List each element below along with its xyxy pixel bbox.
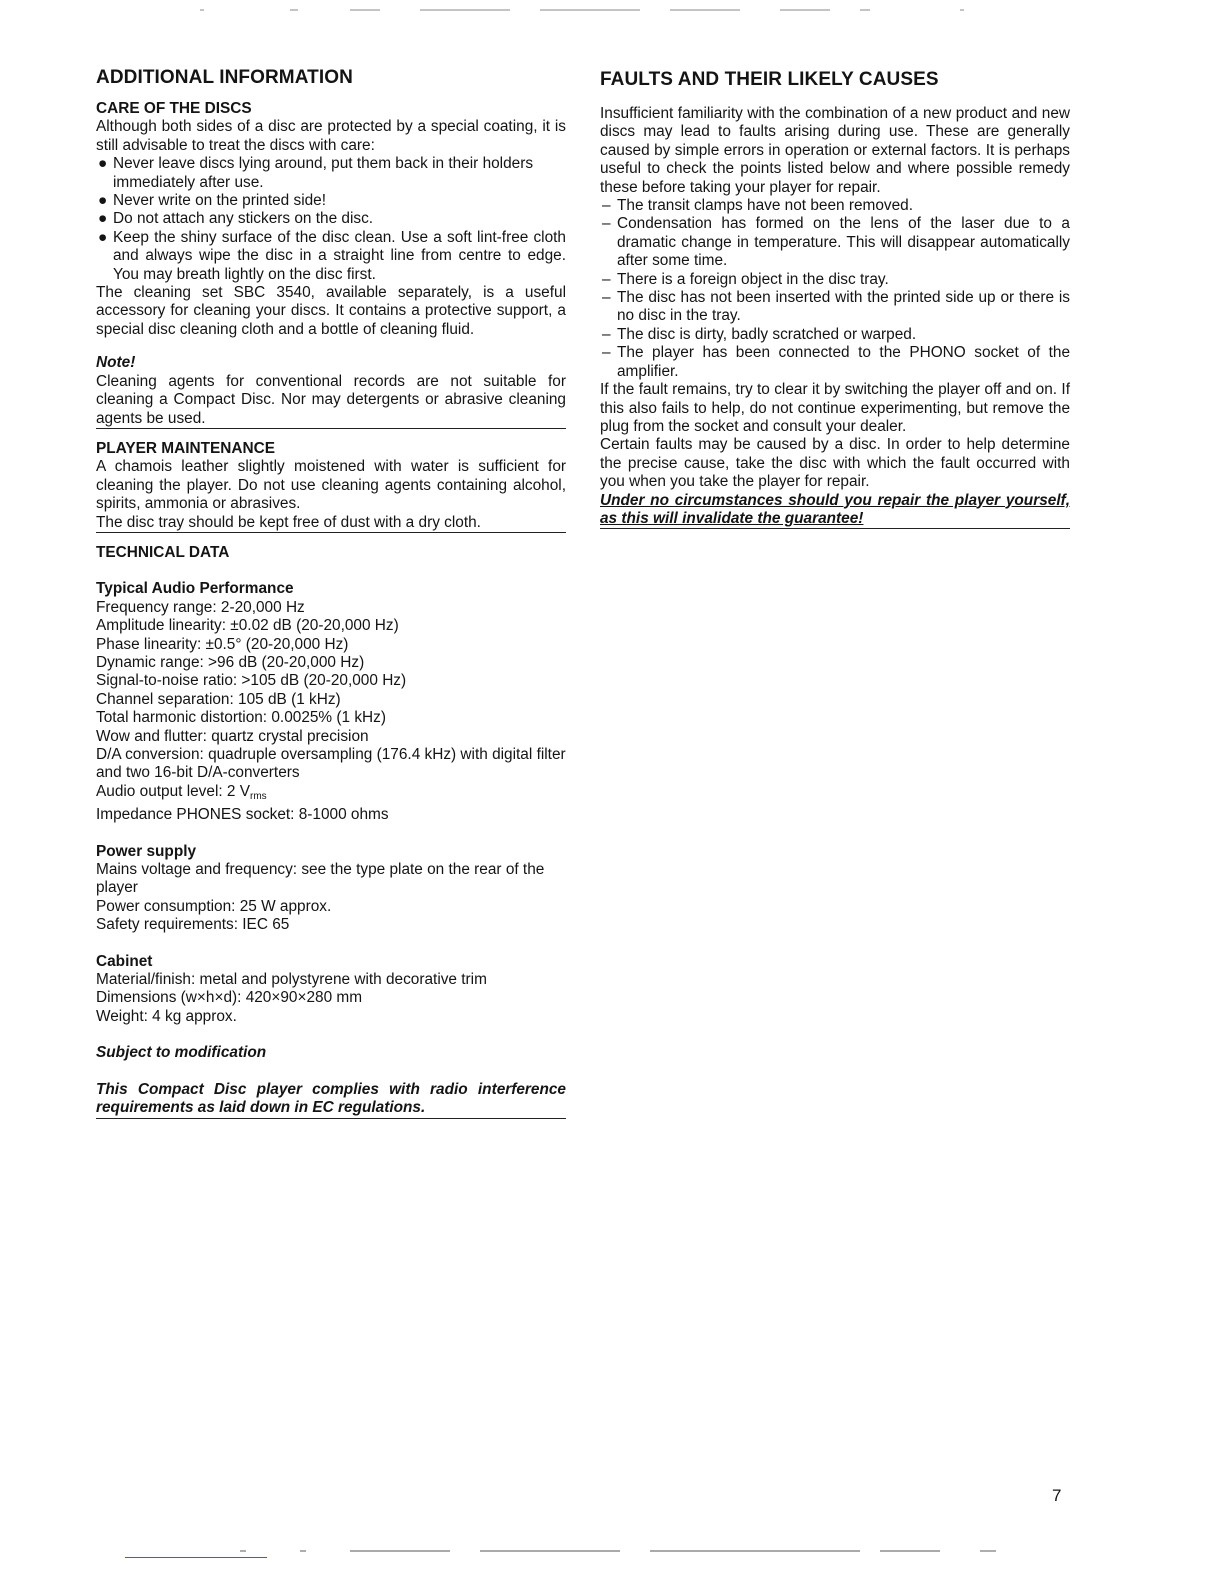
- dash-icon: –: [602, 344, 611, 362]
- remedy-text: If the fault remains, try to clear it by switching the player off and on. If this also fails to help, do not continue experimenting, but remove the plug from the socket and consult your dealer.: [600, 381, 1070, 435]
- list-item: – The disc is dirty, badly scratched or warped.: [602, 325, 917, 343]
- list-item: ● Never leave discs lying around, put them back in their holders immediately after use.: [98, 155, 534, 191]
- spec-line: Dynamic range: >96 dB (20-20,000 Hz): [96, 653, 365, 671]
- spec-line: Wow and flutter: quartz crystal precision: [96, 727, 369, 745]
- spec-line: Weight: 4 kg approx.: [96, 1007, 237, 1025]
- player-maintenance-heading: PLAYER MAINTENANCE: [96, 439, 276, 457]
- spec-line: D/A conversion: quadruple oversampling (176.4 kHz) with digital filter and two 16-bit D/A-converters: [96, 746, 566, 782]
- spec-line: Power consumption: 25 W approx.: [96, 897, 332, 915]
- cleaning-set-text: The cleaning set SBC 3540, available separately, is a useful accessory for cleaning your discs. It contains a protective support, a special disc cleaning cloth and a bottle of cleaning fluid.: [96, 284, 566, 338]
- section-divider: [600, 528, 1070, 529]
- disc-tray-text: The disc tray should be kept free of dust with a dry cloth.: [96, 513, 481, 531]
- disc-fault-text: Certain faults may be caused by a disc. In order to help determine the precise cause, take the disc with which the fault occurred with you when you take the player for repair.: [600, 436, 1070, 491]
- list-item: ● Never write on the printed side!: [98, 192, 327, 210]
- spec-line: Amplitude linearity: ±0.02 dB (20-20,000 Hz): [96, 617, 399, 635]
- faults-title: FAULTS AND THEIR LIKELY CAUSES: [600, 69, 939, 90]
- list-item: ● Keep the shiny surface of the disc clean. Use a soft lint-free cloth and always wipe the disc in a straight line from centre to edge. You may breath lightly on the disc first.: [98, 228, 566, 283]
- spec-line: Mains voltage and frequency: see the type plate on the rear of the player: [96, 861, 545, 897]
- section-divider: [96, 532, 566, 533]
- additional-information-title: ADDITIONAL INFORMATION: [96, 67, 353, 88]
- scan-noise-bottom: [180, 1548, 1000, 1556]
- bullet-icon: ●: [98, 228, 108, 246]
- subject-to-modification: Subject to modification: [96, 1044, 267, 1062]
- spec-line: Frequency range: 2-20,000 Hz: [96, 598, 305, 616]
- note-title: Note!: [96, 354, 136, 372]
- section-divider: [96, 1118, 566, 1119]
- page-number: 7: [1052, 1486, 1062, 1505]
- power-supply-heading: Power supply: [96, 842, 197, 860]
- list-item: ● Do not attach any stickers on the disc.: [98, 210, 374, 228]
- care-of-discs-heading: CARE OF THE DISCS: [96, 100, 252, 117]
- bullet-icon: ●: [98, 210, 108, 228]
- note-text: Cleaning agents for conventional records are not suitable for cleaning a Compact Disc. Nor may detergents or abrasive cleaning agents be used.: [96, 372, 566, 427]
- section-divider: [96, 428, 566, 429]
- left-column: [96, 66, 566, 1119]
- list-item: – There is a foreign object in the disc tray.: [602, 270, 889, 288]
- scan-blue-line: [125, 1557, 267, 1558]
- dash-icon: –: [602, 325, 611, 343]
- dash-icon: –: [602, 197, 611, 215]
- dash-icon: –: [602, 289, 611, 307]
- rms-subscript: rms: [250, 790, 267, 802]
- spec-line: Safety requirements: IEC 65: [96, 916, 290, 934]
- cabinet-heading: Cabinet: [96, 952, 153, 970]
- scan-noise-top: [180, 8, 980, 12]
- audio-output-line: Audio output level: 2 $V_{rms}$: [96, 782, 267, 802]
- care-intro: Although both sides of a disc are protected by a special coating, it is still advisable to treat the discs with care:: [96, 118, 566, 154]
- spec-line: Signal-to-noise ratio: >105 dB (20-20,000 Hz): [96, 672, 407, 690]
- list-item: – The disc has not been inserted with the printed side up or there is no disc in the tray.: [602, 289, 1070, 325]
- care-bullet-list: [96, 155, 566, 284]
- spec-line: Dimensions (w×h×d): 420×90×280 mm: [96, 989, 363, 1007]
- repair-warning: Under no circumstances should you repair the player yourself, as this will invalidate the guarantee!: [600, 491, 1070, 527]
- technical-data-heading: TECHNICAL DATA: [96, 543, 230, 561]
- dash-icon: –: [602, 270, 611, 288]
- bullet-icon: ●: [98, 155, 108, 173]
- causes-list: [600, 197, 1070, 381]
- right-column: [600, 66, 1070, 529]
- spec-line: Phase linearity: ±0.5° (20-20,000 Hz): [96, 635, 349, 653]
- spec-line: Channel separation: 105 dB (1 kHz): [96, 690, 341, 708]
- spec-line: Material/finish: metal and polystyrene with decorative trim: [96, 971, 487, 989]
- spec-line: Total harmonic distortion: 0.0025% (1 kHz): [96, 709, 386, 727]
- bullet-icon: ●: [98, 192, 108, 210]
- faults-intro: Insufficient familiarity with the combination of a new product and new discs may lead to faults arising during use. These are generally caused by simple errors in operation or external factors. It is perhaps useful to check the points listed below and where possible remedy these before taking your player for repair.: [600, 105, 1070, 196]
- dash-icon: –: [602, 215, 611, 233]
- maintenance-text: A chamois leather slightly moistened with water is sufficient for cleaning the player. Do not use cleaning agents containing alcohol, spirits, ammonia or abrasives.: [96, 458, 566, 513]
- list-item: – The transit clamps have not been removed.: [602, 197, 913, 215]
- audio-performance-heading: Typical Audio Performance: [96, 580, 294, 598]
- list-item: – Condensation has formed on the lens of the laser due to a dramatic change in temperature. This will disappear automatically after some time.: [602, 215, 1070, 270]
- spec-line: Impedance PHONES socket: 8-1000 ohms: [96, 806, 389, 824]
- compliance-statement: This Compact Disc player complies with radio interference requirements as laid down in EC regulations.: [96, 1080, 566, 1117]
- list-item: – The player has been connected to the PHONO socket of the amplifier.: [602, 344, 1070, 380]
